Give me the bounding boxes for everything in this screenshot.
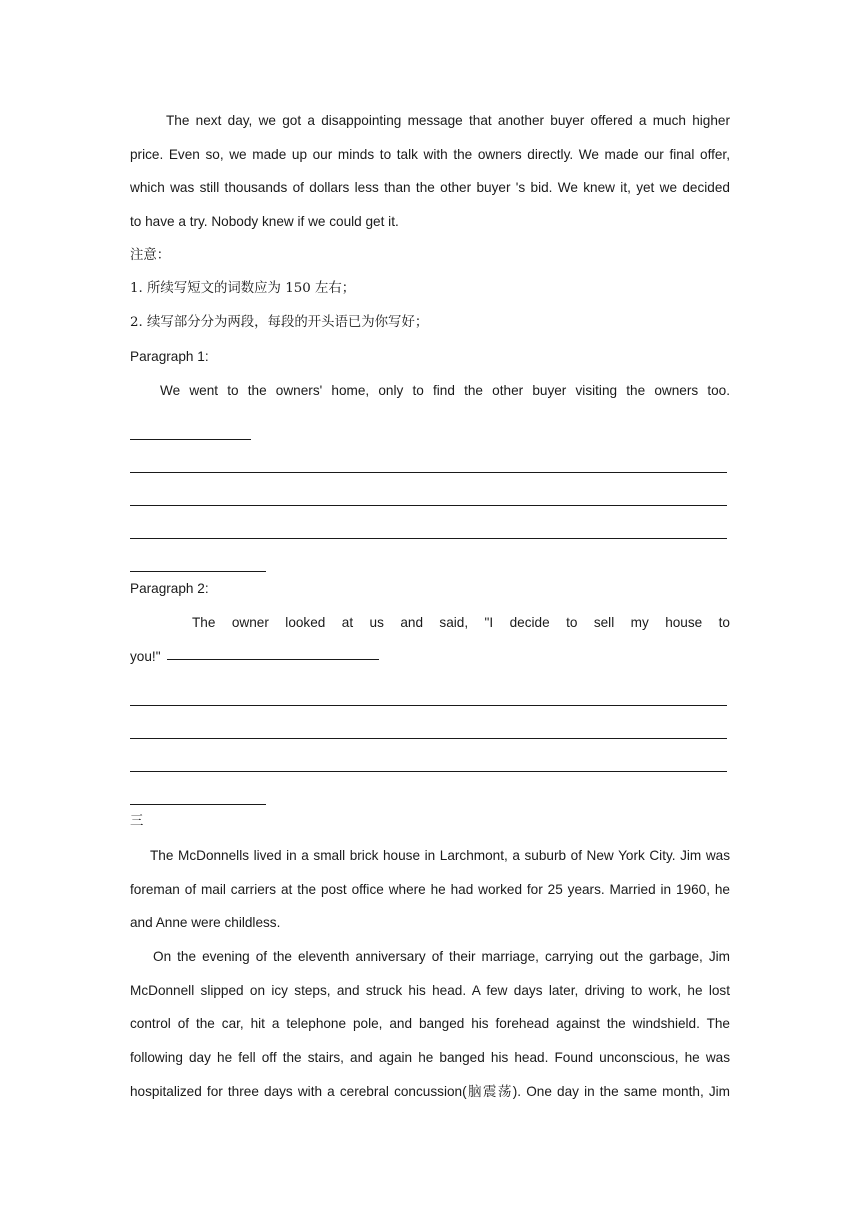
writing-line[interactable] (130, 684, 727, 706)
story-line-4: On the evening of the eleventh anniversary of their marriage, carrying out the garbage, Jim (153, 949, 730, 964)
story-line-6: control of the car, hit a telephone pole, and banged his forehead against the windshield. The (130, 1016, 730, 1032)
section-marker: 三 (130, 814, 144, 830)
story-line-5: McDonnell slipped on icy steps, and struck his head. A few days later, driving to work, he lost (130, 982, 730, 998)
writing-line[interactable] (130, 418, 251, 440)
story-line-7: following day he fell off the stairs, and again he banged his head. Found unconscious, he was (130, 1050, 730, 1066)
intro-line-3: which was still thousands of dollars less than the other buyer 's bid. We knew it, yet we decided (130, 180, 730, 196)
story-line-8: hospitalized for three days with a cerebral concussion(脑震荡). One day in the same month, Jim (130, 1083, 730, 1099)
paragraph2-opening-line-1: The owner looked at us and said, "I decide to sell my house to (192, 614, 730, 630)
writing-line[interactable] (130, 451, 727, 473)
paragraph2-label: Paragraph 2: (130, 581, 209, 597)
intro-line-2: price. Even so, we made up our minds to talk with the owners directly. We made our final offer, (130, 146, 730, 162)
paragraph2-opening-text: you!" (130, 648, 161, 664)
writing-line[interactable] (167, 640, 379, 660)
paragraph2-opening-line-2 (130, 640, 730, 674)
writing-line[interactable] (130, 517, 727, 539)
document-page (130, 104, 730, 1108)
paragraph1-label: Paragraph 1: (130, 348, 209, 364)
notes-item-1: 1. 所续写短文的词数应为 150 左右； (130, 281, 356, 297)
writing-line[interactable] (130, 717, 727, 739)
story-line-2: foreman of mail carriers at the post office where he had worked for 25 years. Married in 1960, he (130, 881, 730, 897)
intro-line-1: The next day, we got a disappointing message that another buyer offered a much higher (166, 113, 730, 128)
writing-line[interactable] (130, 484, 727, 506)
writing-line[interactable] (130, 783, 266, 805)
writing-line[interactable] (130, 750, 727, 772)
paragraph1-opening: We went to the owners' home, only to find the other buyer visiting the owners too. (160, 382, 730, 398)
story-line-1: The McDonnells lived in a small brick house in Larchmont, a suburb of New York City. Jim was (150, 847, 730, 863)
writing-line[interactable] (130, 550, 266, 572)
notes-heading: 注意： (130, 247, 171, 263)
notes-item-2: 2. 续写部分分为两段，每段的开头语已为你写好； (130, 315, 429, 331)
intro-line-4: to have a try. Nobody knew if we could get it. (130, 214, 399, 230)
story-line-3: and Anne were childless. (130, 915, 281, 931)
